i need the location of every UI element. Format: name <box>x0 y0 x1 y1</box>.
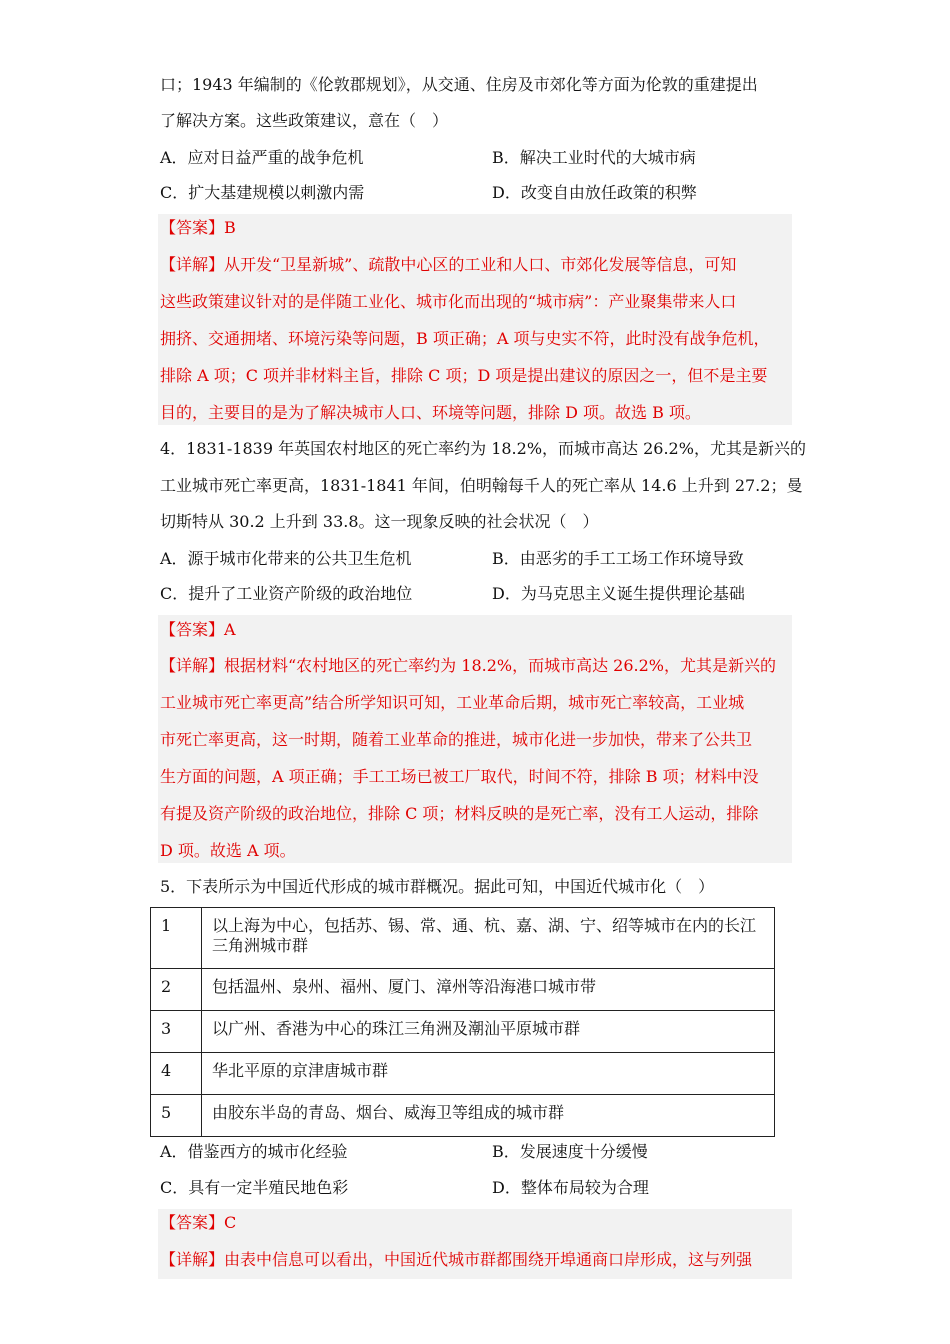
row-number: 3 <box>151 1011 202 1053</box>
row-text: 以上海为中心，包括苏、锡、常、通、杭、嘉、湖、宁、绍等城市在内的长江三角洲城市群 <box>202 908 775 969</box>
table-row <box>151 1095 775 1137</box>
table-row <box>151 908 775 969</box>
q5-option-d: D．整体布局较为合理 <box>492 1178 649 1197</box>
q3-detail-line: 【详解】从开发“卫星新城”、疏散中心区的工业和人口、市郊化发展等信息，可知 <box>160 255 737 274</box>
table-row <box>151 969 775 1011</box>
q4-stem-line: 切斯特从 30.2 上升到 33.8。这一现象反映的社会状况（ ） <box>160 512 599 531</box>
q4-option-b: B．由恶劣的手工工场工作环境导致 <box>492 549 744 568</box>
q4-detail-line: 生方面的问题，A 项正确；手工工场已被工厂取代，时间不符，排除 B 项；材料中没 <box>160 767 759 786</box>
row-number: 1 <box>151 908 202 969</box>
city-cluster-table <box>150 907 775 1137</box>
q5-stem: 5．下表所示为中国近代形成的城市群概况。据此可知，中国近代城市化（ ） <box>160 877 715 896</box>
q3-detail-line: 这些政策建议针对的是伴随工业化、城市化而出现的“城市病”：产业聚集带来人口 <box>160 292 737 311</box>
row-text: 以广州、香港为中心的珠江三角洲及潮汕平原城市群 <box>202 1011 775 1053</box>
q4-option-c: C．提升了工业资产阶级的政治地位 <box>160 584 413 603</box>
q4-stem-line: 工业城市死亡率更高，1831-1841 年间，伯明翰每千人的死亡率从 14.6 上升到 27.2；曼 <box>160 476 803 495</box>
q4-detail-line: 市死亡率更高，这一时期，随着工业革命的推进，城市化进一步加快，带来了公共卫 <box>160 730 753 749</box>
q4-detail-line: 【详解】根据材料“农村地区的死亡率约为 18.2%，而城市高达 26.2%，尤其是新兴的 <box>160 656 777 675</box>
row-text: 由胶东半岛的青岛、烟台、威海卫等组成的城市群 <box>202 1095 775 1137</box>
q3-option-d: D．改变自由放任政策的积弊 <box>492 183 697 202</box>
q3-detail-line: 排除 A 项；C 项并非材料主旨，排除 C 项；D 项是提出建议的原因之一，但不是主要 <box>160 366 768 385</box>
row-number: 2 <box>151 969 202 1011</box>
q3-answer-box <box>158 214 792 425</box>
q5-option-b: B．发展速度十分缓慢 <box>492 1142 648 1161</box>
row-text: 华北平原的京津唐城市群 <box>202 1053 775 1095</box>
q3-option-c: C．扩大基建规模以刺激内需 <box>160 183 365 202</box>
q3-option-b: B．解决工业时代的大城市病 <box>492 148 696 167</box>
q5-detail-line: 【详解】由表中信息可以看出，中国近代城市群都围绕开埠通商口岸形成，这与列强 <box>160 1250 753 1269</box>
table-row <box>151 1053 775 1095</box>
q3-answer: 【答案】B <box>160 218 236 237</box>
q4-detail-line: 工业城市死亡率更高”结合所学知识可知，工业革命后期，城市死亡率较高，工业城 <box>160 693 745 712</box>
q4-stem-line: 4．1831-1839 年英国农村地区的死亡率约为 18.2%，而城市高达 26.2%，尤其是新兴的 <box>160 439 806 458</box>
q3-option-a: A．应对日益严重的战争危机 <box>160 148 364 167</box>
q4-answer: 【答案】A <box>160 620 236 639</box>
q5-option-c: C．具有一定半殖民地色彩 <box>160 1178 349 1197</box>
q5-answer: 【答案】C <box>160 1213 237 1232</box>
table-row <box>151 1011 775 1053</box>
q3-stem-line: 口；1943 年编制的《伦敦郡规划》，从交通、住房及市郊化等方面为伦敦的重建提出 <box>160 75 758 94</box>
row-number: 5 <box>151 1095 202 1137</box>
q4-detail-line: 有提及资产阶级的政治地位，排除 C 项；材料反映的是死亡率，没有工人运动，排除 <box>160 804 759 823</box>
row-text: 包括温州、泉州、福州、厦门、漳州等沿海港口城市带 <box>202 969 775 1011</box>
q4-option-a: A．源于城市化带来的公共卫生危机 <box>160 549 412 568</box>
q3-detail-line: 拥挤、交通拥堵、环境污染等问题，B 项正确；A 项与史实不符，此时没有战争危机， <box>160 329 770 348</box>
q3-stem-line: 了解决方案。这些政策建议，意在（ ） <box>160 111 449 130</box>
q5-option-a: A．借鉴西方的城市化经验 <box>160 1142 348 1161</box>
q3-detail-line: 目的，主要目的是为了解决城市人口、环境等问题，排除 D 项。故选 B 项。 <box>160 403 701 422</box>
q4-detail-line: D 项。故选 A 项。 <box>160 841 296 860</box>
q4-option-d: D．为马克思主义诞生提供理论基础 <box>492 584 745 603</box>
row-number: 4 <box>151 1053 202 1095</box>
